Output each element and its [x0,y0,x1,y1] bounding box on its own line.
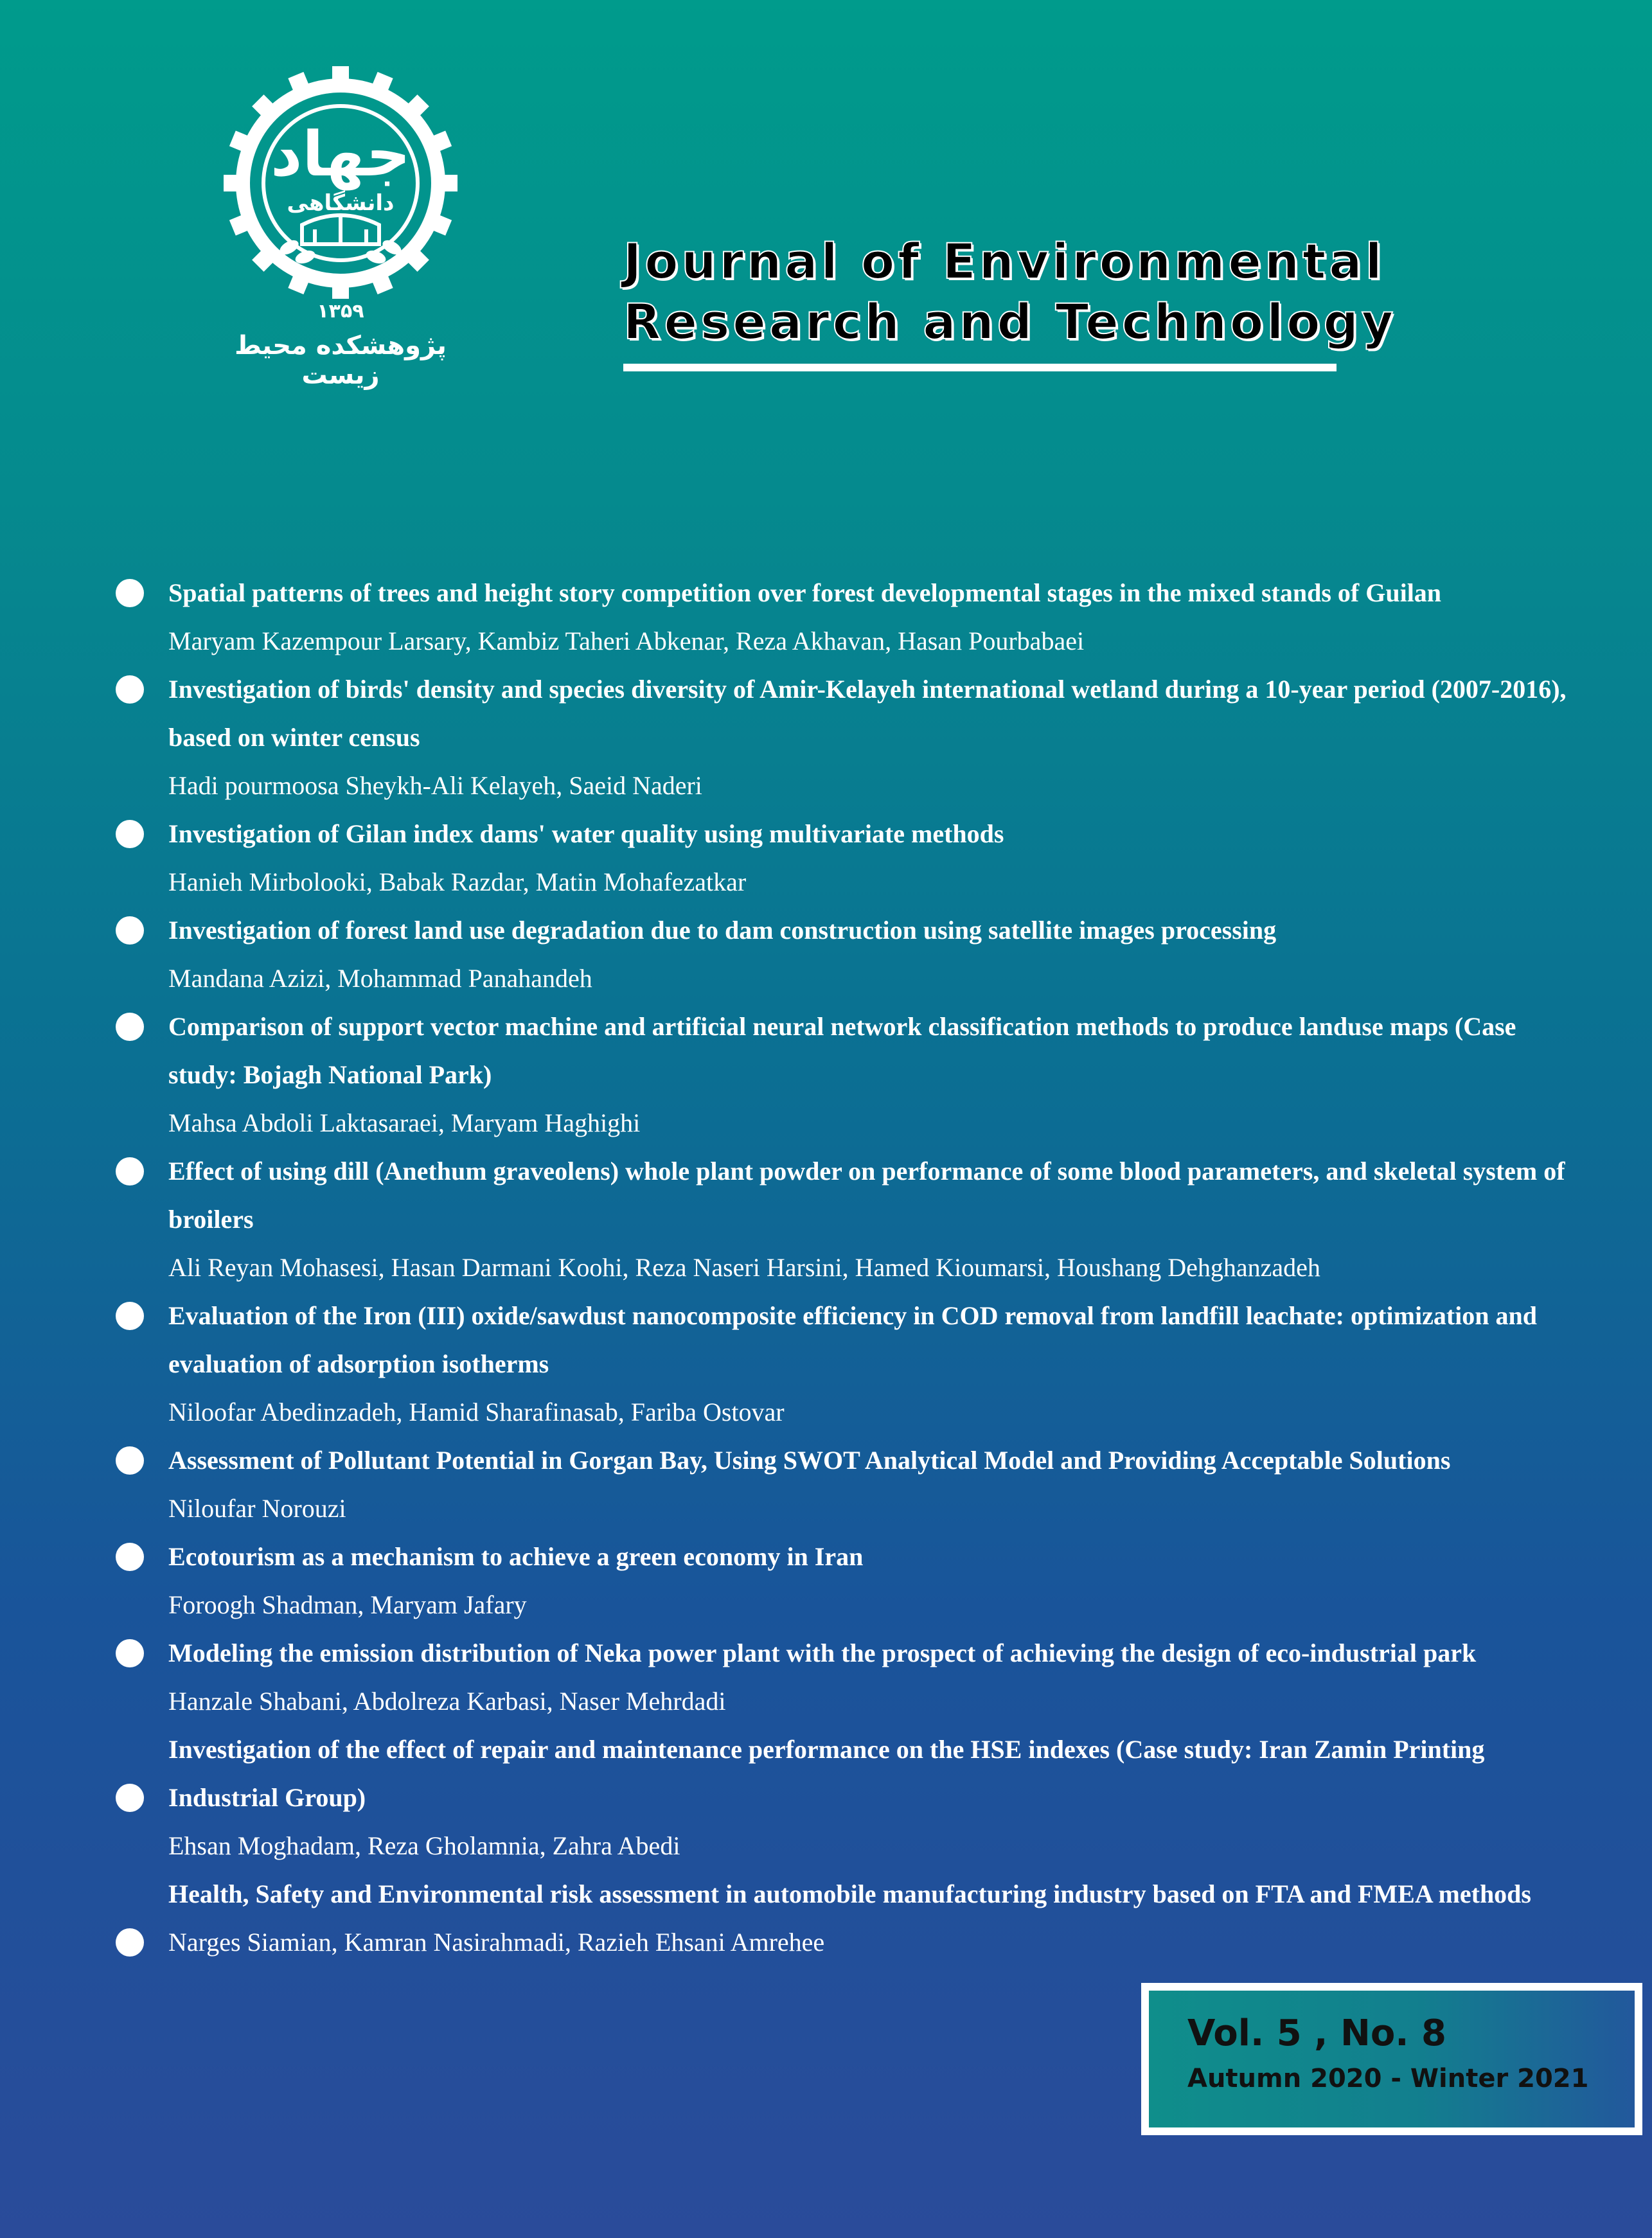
bullet-icon [116,675,144,704]
article-item [116,906,1594,1002]
journal-title [623,231,1397,371]
article-authors: Foroogh Shadman, Maryam Jafary [168,1590,527,1619]
article-title: Spatial patterns of trees and height story competition over forest developmental stages in the mixed stands of Guilan [168,578,1442,607]
article-title: Investigation of forest land use degradation due to dam construction using satellite images processing [168,916,1277,945]
article-authors: Hadi pourmoosa Sheykh-Ali Kelayeh, Saeid Naderi [168,771,702,800]
article-authors: Maryam Kazempour Larsary, Kambiz Taheri Abkenar, Reza Akhavan, Hasan Pourbabaei [168,626,1085,655]
article-title: Effect of using dill (Anethum graveolens) whole plant powder on performance of some blood parameters, and skeletal system of broilers [168,1157,1565,1234]
article-item [116,1629,1594,1725]
gear-emblem-icon [193,61,488,299]
article-authors: Narges Siamian, Kamran Nasirahmadi, Razieh Ehsani Amrehee [168,1928,825,1957]
article-title: Comparison of support vector machine and artificial neural network classification methods to produce landuse maps (Case study: Bojagh National Park) [168,1012,1516,1089]
logo-institute: پژوهشکده محیط زیست [235,331,447,390]
logo-year: ۱۳۵۹ [317,300,364,323]
article-item [116,1002,1594,1147]
table-of-contents [116,569,1594,1966]
bullet-icon [116,1928,144,1957]
article-authors: Mahsa Abdoli Laktasaraei, Maryam Haghighi [168,1108,641,1137]
bullet-icon [116,916,144,945]
bullet-icon [116,579,144,607]
bullet-icon [116,1302,144,1330]
bullet-icon [116,1784,144,1812]
bullet-icon [116,1013,144,1041]
article-authors: Ehsan Moghadam, Reza Gholamnia, Zahra Abedi [168,1831,680,1860]
article-authors: Niloofar Abedinzadeh, Hamid Sharafinasab, Fariba Ostovar [168,1398,785,1426]
article-title: Investigation of Gilan index dams' water quality using multivariate methods [168,819,1004,848]
logo-subtitle: دانشگاهی [287,190,395,216]
bullet-icon [116,1543,144,1571]
article-authors: Ali Reyan Mohasesi, Hasan Darmani Koohi, Reza Naseri Harsini, Hamed Kioumarsi, Houshang Dehghanzadeh [168,1253,1320,1282]
article-authors: Hanieh Mirbolooki, Babak Razdar, Matin Mohafezatkar [168,867,747,896]
article-title: Evaluation of the Iron (III) oxide/sawdust nanocomposite efficiency in COD removal from landfill leachate: optimization and evaluation of adsorption isotherms [168,1301,1537,1378]
volume-period: Autumn 2020 - Winter 2021 [1187,2064,1589,2093]
volume-info-box [1141,1983,1642,2135]
article-item [116,1147,1594,1292]
article-authors: Hanzale Shabani, Abdolreza Karbasi, Naser Mehrdadi [168,1687,726,1716]
article-item [116,1870,1594,1966]
article-item [116,569,1594,665]
article-item [116,1292,1594,1436]
bullet-icon [116,1446,144,1475]
bullet-icon [116,1639,144,1667]
jahad-logo [193,61,488,390]
article-item [116,1436,1594,1532]
article-authors: Niloufar Norouzi [168,1494,346,1523]
bullet-icon [116,1157,144,1186]
article-title: Modeling the emission distribution of Neka power plant with the prospect of achieving the design of eco-industrial park [168,1639,1477,1667]
article-title: Investigation of the effect of repair and maintenance performance on the HSE indexes (Case study: Iran Zamin Printing Industrial Group) [168,1735,1485,1812]
logo-name: جهاد [271,118,411,190]
article-title: Ecotourism as a mechanism to achieve a green economy in Iran [168,1542,864,1571]
volume-number: Vol. 5 , No. 8 [1187,2012,1447,2054]
article-item [116,1532,1594,1629]
article-authors: Mandana Azizi, Mohammad Panahandeh [168,964,592,993]
journal-title-line-1: Journal of Environmental [623,233,1385,290]
article-item [116,1725,1594,1870]
journal-title-line-2: Research and Technology [623,293,1397,350]
article-title: Assessment of Pollutant Potential in Gorgan Bay, Using SWOT Analytical Model and Providing Acceptable Solutions [168,1446,1451,1475]
bullet-icon [116,820,144,848]
title-underline [623,364,1337,371]
article-title: Investigation of birds' density and species diversity of Amir-Kelayeh international wetland during a 10-year period (2007-2016), based on winter census [168,675,1567,752]
article-title: Health, Safety and Environmental risk assessment in automobile manufacturing industry based on FTA and FMEA methods [168,1879,1531,1908]
article-item [116,665,1594,810]
article-item [116,810,1594,906]
